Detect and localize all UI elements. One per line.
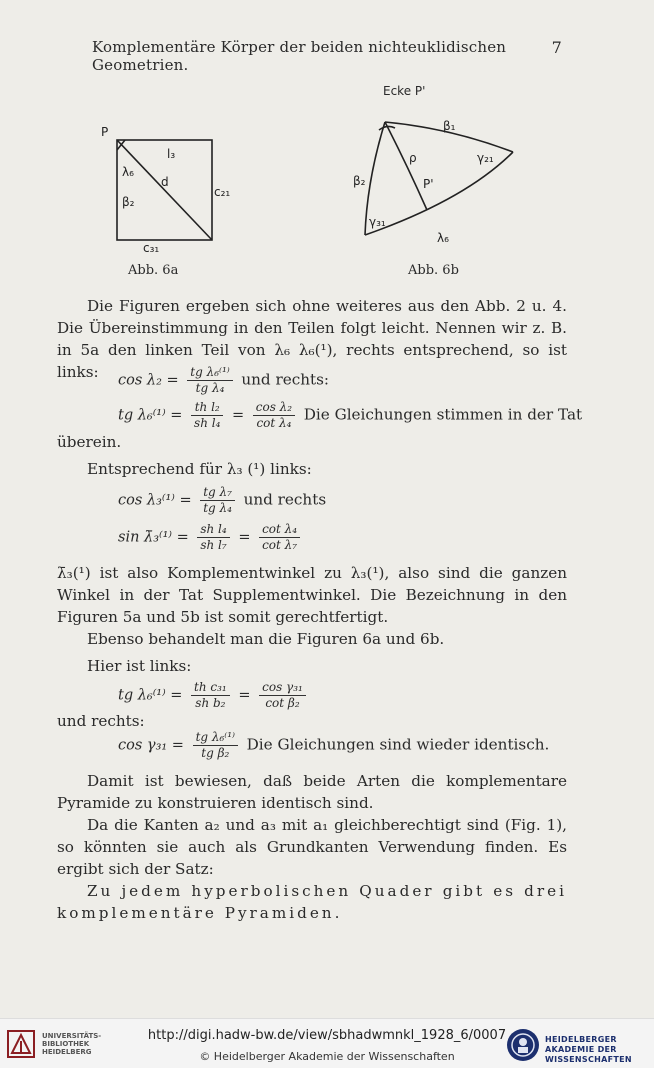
copyright-notice: © Heidelberger Akademie der Wissenschaften bbox=[199, 1050, 455, 1063]
theorem-statement: Zu jedem hyperbolischen Quader gibt es drei komplementäre Pyramiden. bbox=[57, 882, 567, 922]
formula-5-den-b: cot β₂ bbox=[265, 696, 300, 710]
formula-4-equals: = bbox=[238, 529, 251, 546]
paragraph-1: Die Figuren ergeben sich ohne weiteres aus den Abb. 2 u. 4. Die Übereinstimmung in den Teilen folgt leicht. Nennen wir z. B. in 5a den linken Teil von λ₆ λ₆(¹), rechts entsprechend, so ist links: bbox=[57, 297, 567, 381]
running-title: Komplementäre Körper der beiden nichteuklidischen Geometrien. bbox=[92, 38, 507, 74]
fig-b-label-g21: γ₂₁ bbox=[477, 151, 494, 165]
running-header bbox=[92, 38, 562, 74]
fig-b-label-g31: γ₃₁ bbox=[369, 215, 386, 229]
formula-4 bbox=[118, 522, 304, 553]
fig-b-label-b2: β₂ bbox=[353, 174, 366, 188]
formula-5-num-a: th c₃₁ bbox=[191, 680, 230, 696]
formula-5 bbox=[118, 680, 310, 711]
fig-b-label-l6: λ₆ bbox=[437, 231, 449, 245]
formula-4-fraction-b bbox=[259, 522, 300, 553]
formula-4-den-b: cot λ₇ bbox=[262, 538, 298, 552]
formula-5-lhs: tg λ₆⁽¹⁾ = bbox=[118, 687, 183, 704]
formula-1-rest: und rechts: bbox=[241, 370, 330, 389]
formula-1-fraction bbox=[187, 365, 232, 396]
figure-6a bbox=[95, 118, 235, 258]
viewer-footer bbox=[0, 1018, 654, 1068]
formula-3-den: tg λ₄ bbox=[203, 501, 232, 515]
fig-b-label-rho: ρ bbox=[409, 151, 417, 165]
formula-1-lhs: cos λ₂ = bbox=[118, 372, 179, 389]
formula-2-den-a: sh l₄ bbox=[194, 416, 221, 430]
formula-6-lhs: cos γ₃₁ = bbox=[118, 737, 184, 754]
fig-a-label-l6: λ₆ bbox=[122, 165, 134, 179]
paragraph-4: λ̄₃(¹) ist also Komplementwinkel zu λ₃(¹), also sind die ganzen Winkel in der Tat Supplementwinkel. Die Bezeichnung in den Figuren 5a und 5b ist somit gerechtfertigt. bbox=[57, 564, 567, 626]
figure-6a-caption: Abb. 6a bbox=[128, 263, 179, 278]
formula-3-fraction bbox=[200, 485, 235, 516]
formula-4-lhs: sin λ̄₃⁽¹⁾ = bbox=[118, 529, 189, 546]
university-library-label: UNIVERSITÄTS- BIBLIOTHEK HEIDELBERG bbox=[42, 1032, 102, 1056]
formula-2-fraction-a bbox=[191, 400, 223, 431]
figure-6b-title: Ecke P' bbox=[383, 84, 426, 98]
formula-2 bbox=[118, 400, 582, 431]
paragraph-5: Ebenso behandelt man die Figuren 6a und 6b. bbox=[87, 630, 445, 648]
formula-1-den: tg λ₄ bbox=[195, 381, 225, 395]
academy-seal-icon bbox=[505, 1027, 541, 1063]
formula-3-rest: und rechts bbox=[243, 490, 327, 509]
formula-5-fraction-b bbox=[259, 680, 306, 711]
figure-6b-caption: Abb. 6b bbox=[408, 263, 459, 278]
formula-6-fraction bbox=[193, 730, 238, 761]
fig-b-label-b1: β₁ bbox=[443, 119, 456, 133]
formula-3-lhs: cos λ₃⁽¹⁾ = bbox=[118, 492, 192, 509]
formula-2-equals: = bbox=[232, 407, 245, 424]
formula-2-num-b: cos λ₂ bbox=[253, 400, 295, 416]
formula-6 bbox=[118, 730, 549, 761]
academy-logo[interactable] bbox=[505, 1027, 650, 1063]
formula-5-num-b: cos γ₃₁ bbox=[259, 680, 306, 696]
formula-2-lhs: tg λ₆⁽¹⁾ = bbox=[118, 407, 183, 424]
formula-3-num: tg λ₇ bbox=[200, 485, 235, 501]
fig-a-label-l3: l₃ bbox=[167, 147, 176, 161]
fig-a-label-c21: c₂₁ bbox=[214, 185, 231, 199]
formula-2-den-b: cot λ₄ bbox=[256, 416, 292, 430]
formula-6-rest: Die Gleichungen sind wieder identisch. bbox=[246, 735, 550, 754]
paragraph-9: Da die Kanten a₂ und a₃ mit a₁ gleichberechtigt sind (Fig. 1), so könnten sie auch als Grundkanten Verwendung finden. Es ergibt sich der Satz: bbox=[57, 816, 567, 878]
formula-5-den-a: sh b₂ bbox=[195, 696, 226, 710]
figure-6b bbox=[345, 110, 525, 260]
formula-1 bbox=[118, 365, 329, 396]
fig-a-label-c31: c₃₁ bbox=[143, 241, 160, 255]
paragraph-6: Hier ist links: bbox=[87, 657, 192, 675]
formula-2-rest: Die Gleichungen stimmen in der Tat bbox=[303, 405, 583, 424]
paragraph-7: und rechts: bbox=[57, 712, 145, 730]
document-url[interactable]: http://digi.hadw-bw.de/view/sbhadwmnkl_1928_6/0007 bbox=[147, 1028, 507, 1043]
paragraph-3: Entsprechend für λ₃ (¹) links: bbox=[87, 460, 312, 478]
fig-b-label-Pp: P' bbox=[423, 177, 434, 191]
formula-4-num-b: cot λ₄ bbox=[259, 522, 300, 538]
fig-a-label-b2: β₂ bbox=[122, 195, 135, 209]
formula-5-equals: = bbox=[238, 687, 251, 704]
fig-a-label-d: d bbox=[161, 175, 169, 189]
formula-5-fraction-a bbox=[191, 680, 230, 711]
academy-label: HEIDELBERGER AKADEMIE DER WISSENSCHAFTEN bbox=[545, 1035, 632, 1064]
formula-1-num: tg λ₆⁽¹⁾ bbox=[187, 365, 232, 381]
paragraph-2: überein. bbox=[57, 433, 122, 451]
formula-6-num: tg λ₆⁽¹⁾ bbox=[193, 730, 238, 746]
formula-3 bbox=[118, 485, 326, 516]
formula-6-den: tg β₂ bbox=[201, 746, 230, 760]
fig-a-label-P: P bbox=[101, 125, 109, 139]
formula-4-num-a: sh l₄ bbox=[197, 522, 229, 538]
formula-2-fraction-b bbox=[253, 400, 295, 431]
page-number: 7 bbox=[551, 38, 562, 57]
formula-4-den-a: sh l₇ bbox=[200, 538, 227, 552]
formula-2-num-a: th l₂ bbox=[191, 400, 223, 416]
paragraph-8: Damit ist bewiesen, daß beide Arten die komplementare Pyramide zu konstruieren identisch sind. bbox=[57, 772, 567, 812]
formula-4-fraction-a bbox=[197, 522, 229, 553]
